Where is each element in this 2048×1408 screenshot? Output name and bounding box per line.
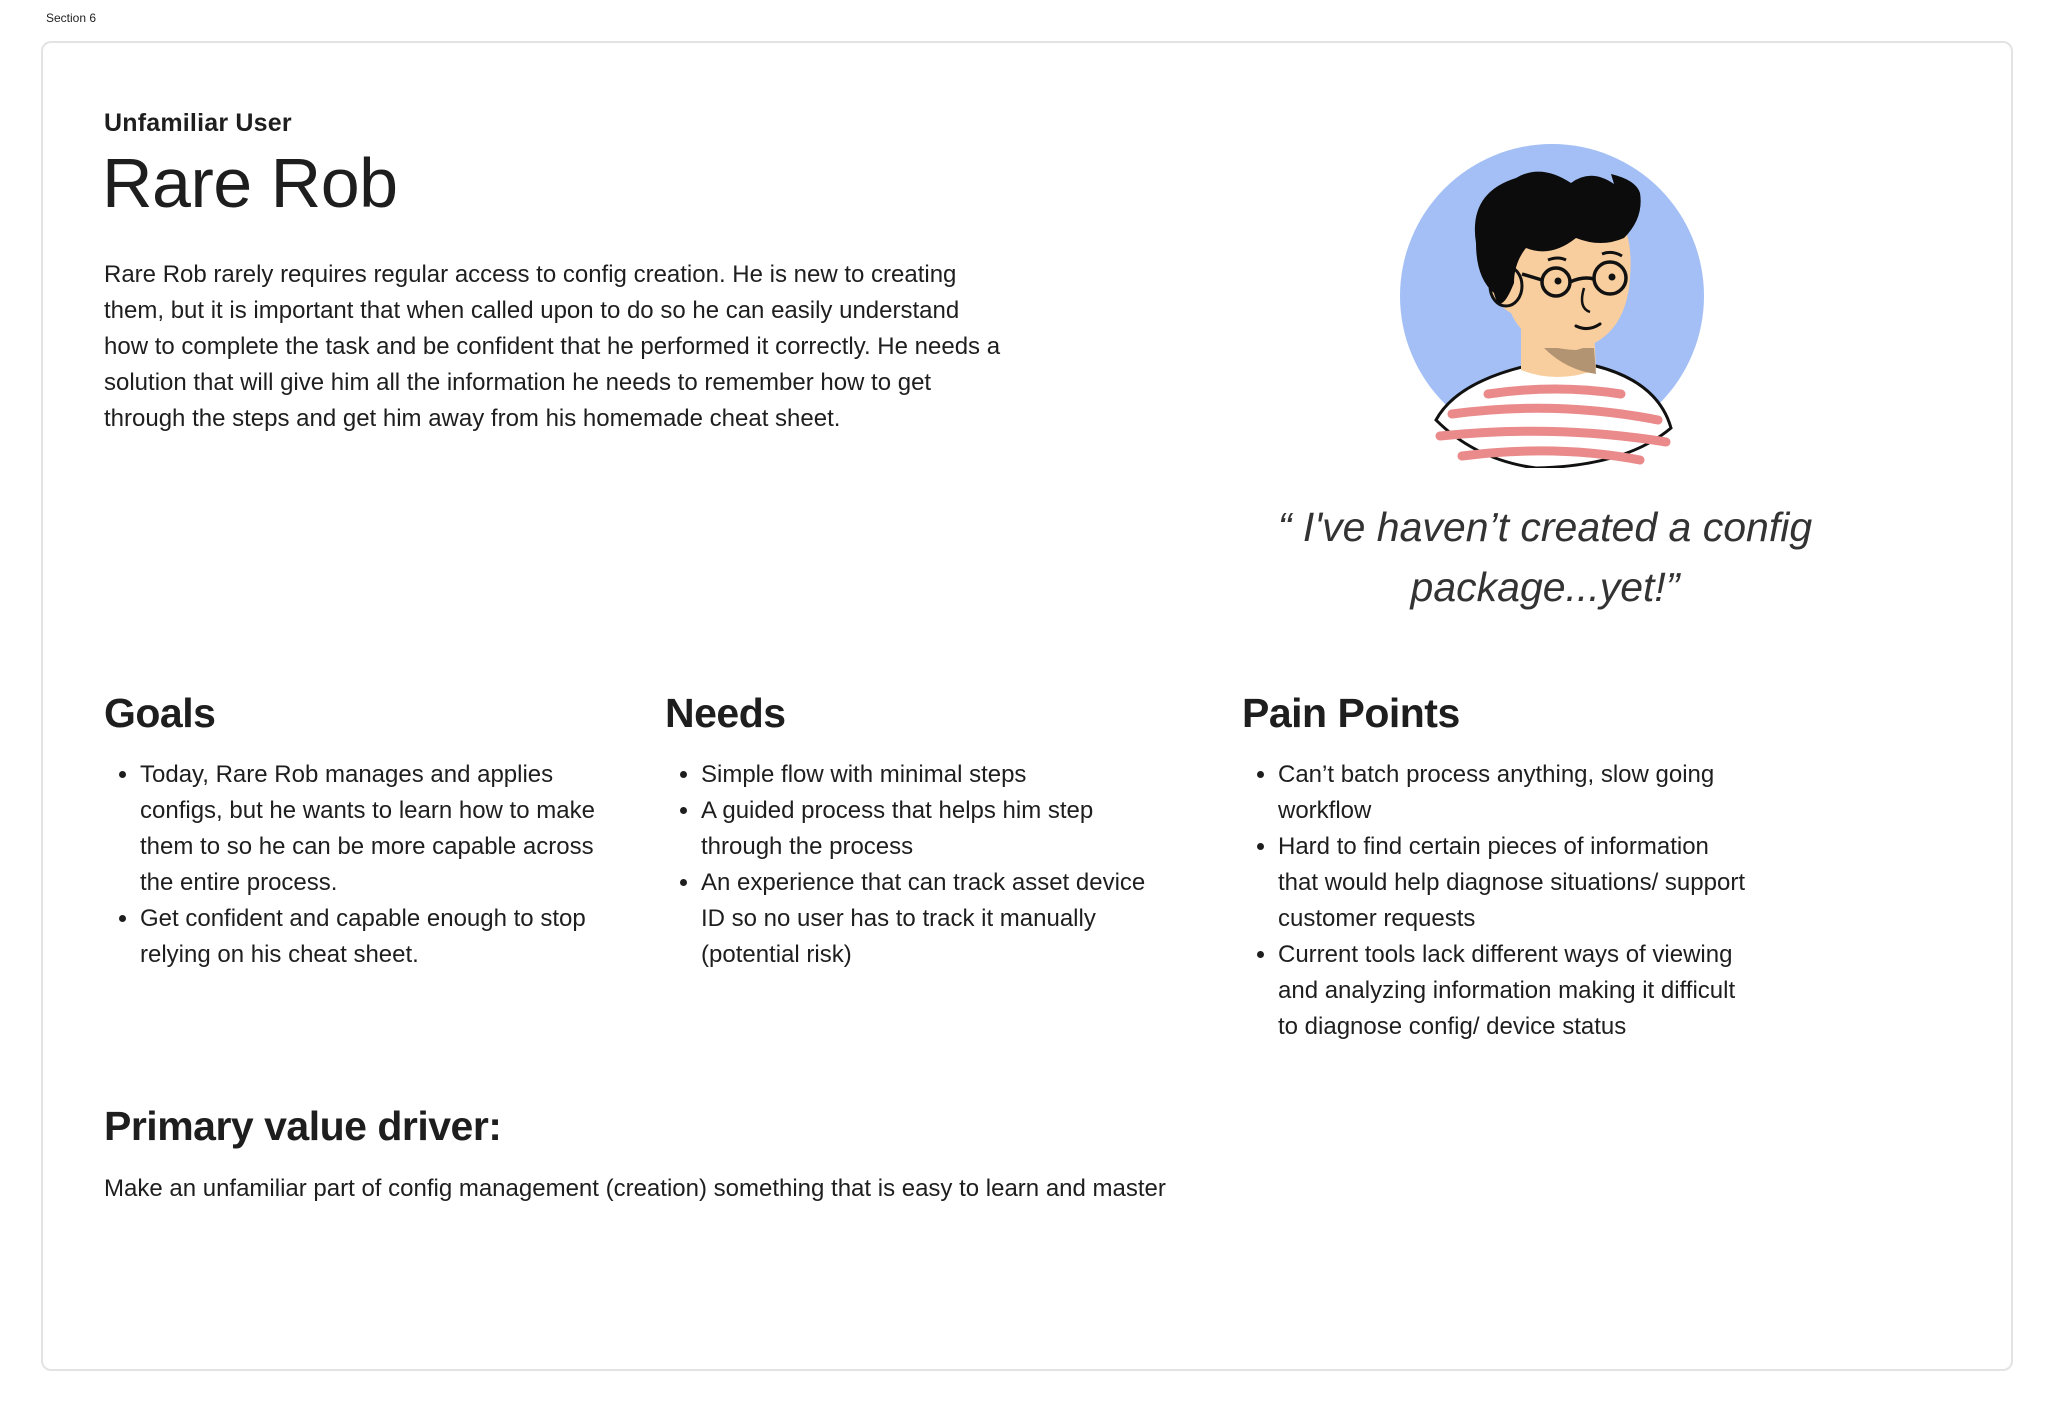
pain-point-item: • Can’t batch process anything, slow going workflow: [1278, 757, 1748, 829]
goals-list: [104, 757, 610, 973]
goal-item: • Get confident and capable enough to stop relying on his cheat sheet.: [140, 901, 610, 973]
needs-heading: Needs: [665, 690, 786, 736]
need-item: • An experience that can track asset device ID so no user has to track it manually (potential risk): [701, 865, 1171, 973]
quote-line: “ I've haven’t created a config: [1277, 504, 1813, 550]
bio-line: through the steps and get him away from his homemade cheat sheet.: [104, 405, 841, 432]
need-item: • A guided process that helps him step through the process: [701, 793, 1171, 865]
value-driver-heading: Primary value driver:: [104, 1103, 502, 1149]
persona-name: Rare Rob: [102, 144, 398, 222]
bio-line: solution that will give him all the information he needs to remember how to get: [104, 369, 932, 396]
pain-points-list: [1242, 757, 1748, 1045]
pain-point-item: • Hard to find certain pieces of information that would help diagnose situations/ support customer requests: [1278, 829, 1748, 937]
goals-heading: Goals: [104, 690, 216, 736]
persona-bio: [104, 257, 1064, 437]
persona-avatar: [1396, 138, 1706, 468]
persona-quote: [1220, 497, 1870, 617]
value-driver-text: Make an unfamiliar part of config management (creation) something that is easy to learn and master: [104, 1175, 1166, 1202]
pain-points-heading: Pain Points: [1242, 690, 1460, 736]
bio-line: how to complete the task and be confident that he performed it correctly. He needs a: [104, 333, 1001, 360]
quote-line: package...yet!”: [1410, 564, 1680, 610]
section-label: Section 6: [46, 11, 97, 25]
goal-item: • Today, Rare Rob manages and applies configs, but he wants to learn how to make them to so he can be more capable across the entire process.: [140, 757, 610, 901]
bio-line: them, but it is important that when called upon to do so he can easily understand: [104, 297, 960, 324]
pain-point-item: • Current tools lack different ways of viewing and analyzing information making it difficult to diagnose config/ device status: [1278, 937, 1748, 1045]
persona-role: Unfamiliar User: [104, 109, 292, 137]
need-item: • Simple flow with minimal steps: [701, 757, 1171, 793]
bio-line: Rare Rob rarely requires regular access to config creation. He is new to creating: [104, 261, 957, 288]
needs-list: [665, 757, 1171, 973]
